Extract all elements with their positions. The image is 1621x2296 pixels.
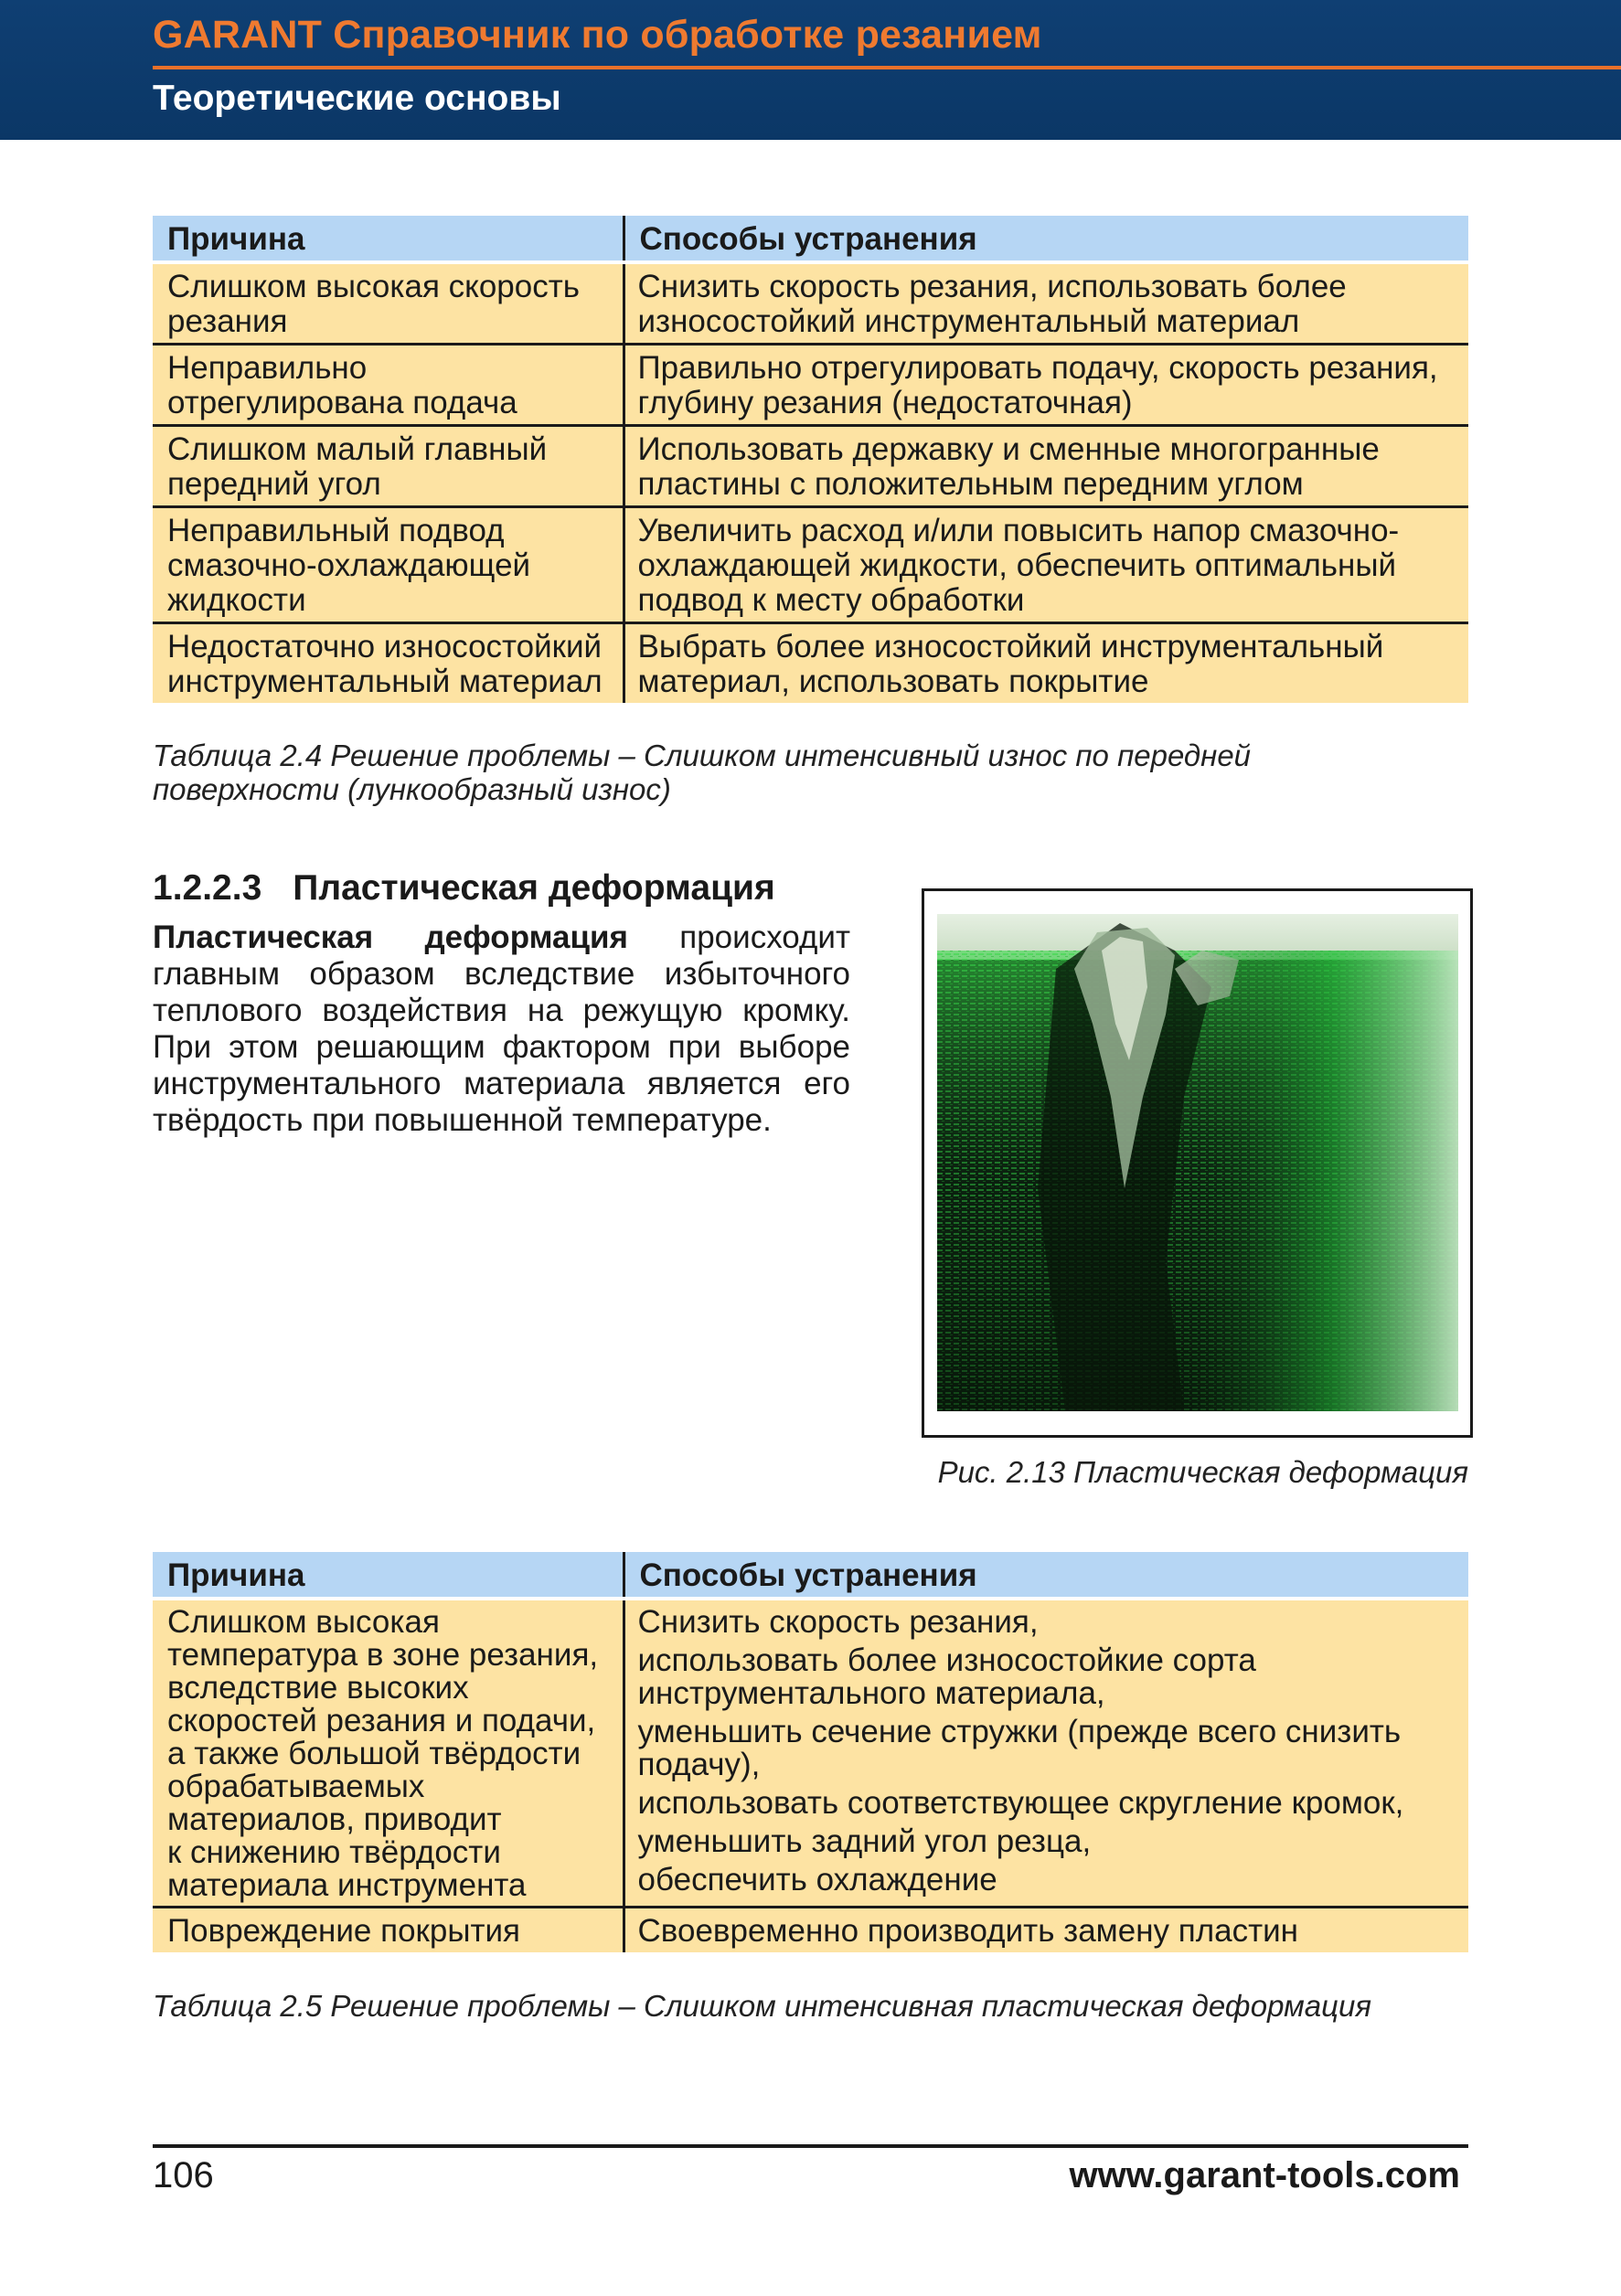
cell-line: Слишком малый главный [167, 431, 548, 467]
cause-cell [153, 345, 624, 426]
table-header-row [153, 1552, 1468, 1599]
column-header-remedy: Способы устранения [624, 216, 1468, 262]
cell-line: Выбрать более износостойкий инструментальный [637, 629, 1384, 664]
remedy-cell [624, 623, 1468, 704]
remedy-item [638, 1644, 1466, 1710]
remedy-cell [624, 1599, 1468, 1908]
cause-cell [153, 1599, 624, 1908]
cell-line: Увеличить расход и/или повысить напор смазочно- [637, 513, 1400, 548]
remedy-item: Снизить скорость резания, [637, 1604, 1039, 1640]
plastic-deformation-photo [937, 914, 1458, 1411]
table-row [153, 1908, 1468, 1953]
remedy-item: использовать соответствующее скругление кромок, [637, 1785, 1404, 1821]
cell-line: к снижению твёрдости [167, 1834, 501, 1870]
header-title: GARANT Справочник по обработке резанием [153, 13, 1042, 57]
website-link[interactable]: www.garant-tools.com [1069, 2155, 1460, 2195]
table-2-4-caption [153, 739, 1251, 806]
cause-cell [153, 426, 624, 507]
cell-line: отрегулирована подача [167, 385, 517, 420]
cell-line: Недостаточно износостойкий [167, 629, 603, 664]
remedy-cell: Своевременно производить замену пластин [624, 1908, 1468, 1953]
cell-line: материалов, приводит [167, 1802, 502, 1837]
cell-line: материала инструмента [167, 1867, 527, 1903]
remedy-cell [624, 345, 1468, 426]
table-row [153, 345, 1468, 426]
remedy-cell [624, 426, 1468, 507]
footer-divider [153, 2144, 1468, 2148]
page-number: 106 [153, 2155, 214, 2195]
table-row [153, 623, 1468, 704]
cell-line: инструментальный материал [167, 664, 603, 699]
cell-line: вследствие высоких [167, 1670, 469, 1706]
cell-line: Неправильный подвод [167, 513, 505, 548]
figure-plastic-deformation [922, 888, 1473, 1438]
cell-line: резания [167, 303, 288, 339]
column-header-remedy: Способы устранения [624, 1552, 1468, 1599]
table-2-5 [153, 1552, 1468, 1952]
cell-line: Правильно отрегулировать подачу, скорость резания, [637, 350, 1438, 386]
cause-cell [153, 507, 624, 623]
cell-line: охлаждающей жидкости, обеспечить оптимальный [637, 547, 1397, 583]
section-text: происходит главным образом вследствие избыточного теплового воздействия на режущую кромку. При этом решающим фактором при выборе инструментального материала является его твёрдость при повышенной температуре. [153, 919, 851, 1138]
cell-line: Слишком высокая скорость [167, 269, 580, 304]
cell-line: Снизить скорость резания, использовать более [637, 269, 1347, 304]
column-header-cause: Причина [153, 216, 624, 262]
table-row [153, 262, 1468, 345]
section-number: 1.2.2.3 [153, 868, 262, 908]
remedy-item: уменьшить задний угол резца, [637, 1823, 1092, 1859]
cell-line: материал, использовать покрытие [637, 664, 1149, 699]
page-header [0, 0, 1621, 140]
cell-line: скоростей резания и подачи, [167, 1703, 596, 1738]
remedy-cell [624, 262, 1468, 345]
cell-line: глубину резания (недостаточная) [637, 385, 1133, 420]
cell-line: уменьшить сечение стружки (прежде всего снизить [637, 1714, 1402, 1749]
table-row [153, 1599, 1468, 1908]
cause-cell [153, 262, 624, 345]
table-row [153, 426, 1468, 507]
photo-light-side [1175, 951, 1458, 1411]
cell-line: подачу), [637, 1747, 761, 1782]
cell-line: смазочно-охлаждающей [167, 547, 531, 583]
cell-line: подвод к месту обработки [637, 582, 1025, 618]
remedy-cell [624, 507, 1468, 623]
table-2-4 [153, 216, 1468, 703]
cell-line: обрабатываемых [167, 1769, 425, 1804]
cause-cell: Повреждение покрытия [153, 1908, 624, 1953]
caption-line: Таблица 2.4 Решение проблемы – Слишком интенсивный износ по передней [153, 739, 1252, 772]
table-2-5-caption: Таблица 2.5 Решение проблемы – Слишком интенсивная пластическая деформация [153, 1989, 1371, 2023]
header-divider [153, 66, 1621, 69]
section-heading [153, 868, 775, 909]
cell-line: пластины с положительным передним углом [637, 466, 1304, 502]
cell-line: а также большой твёрдости [167, 1736, 581, 1771]
cell-line: Неправильно [167, 350, 368, 386]
cell-line: инструментального материала, [637, 1675, 1105, 1711]
section-title: Пластическая деформация [293, 868, 775, 908]
cell-line: использовать более износостойкие сорта [637, 1642, 1256, 1678]
caption-line: поверхности (лункообразный износ) [153, 772, 671, 806]
cause-cell [153, 623, 624, 704]
remedy-item [638, 1716, 1466, 1781]
section-paragraph [153, 919, 850, 1139]
cell-line: Слишком высокая [167, 1604, 440, 1640]
figure-caption: Рис. 2.13 Пластическая деформация [937, 1455, 1468, 1489]
cell-line: передний угол [167, 466, 381, 502]
cell-line: жидкости [167, 582, 306, 618]
remedy-item: обеспечить охлаждение [637, 1862, 997, 1897]
table-row [153, 507, 1468, 623]
column-header-cause: Причина [153, 1552, 624, 1599]
header-subtitle: Теоретические основы [153, 79, 561, 118]
cell-line: износостойкий инструментальный материал [637, 303, 1300, 339]
table-header-row [153, 216, 1468, 262]
cell-line: Использовать державку и сменные многогранные [637, 431, 1380, 467]
section-term: Пластическая деформация [153, 919, 628, 955]
cell-line: температура в зоне резания, [167, 1637, 599, 1673]
